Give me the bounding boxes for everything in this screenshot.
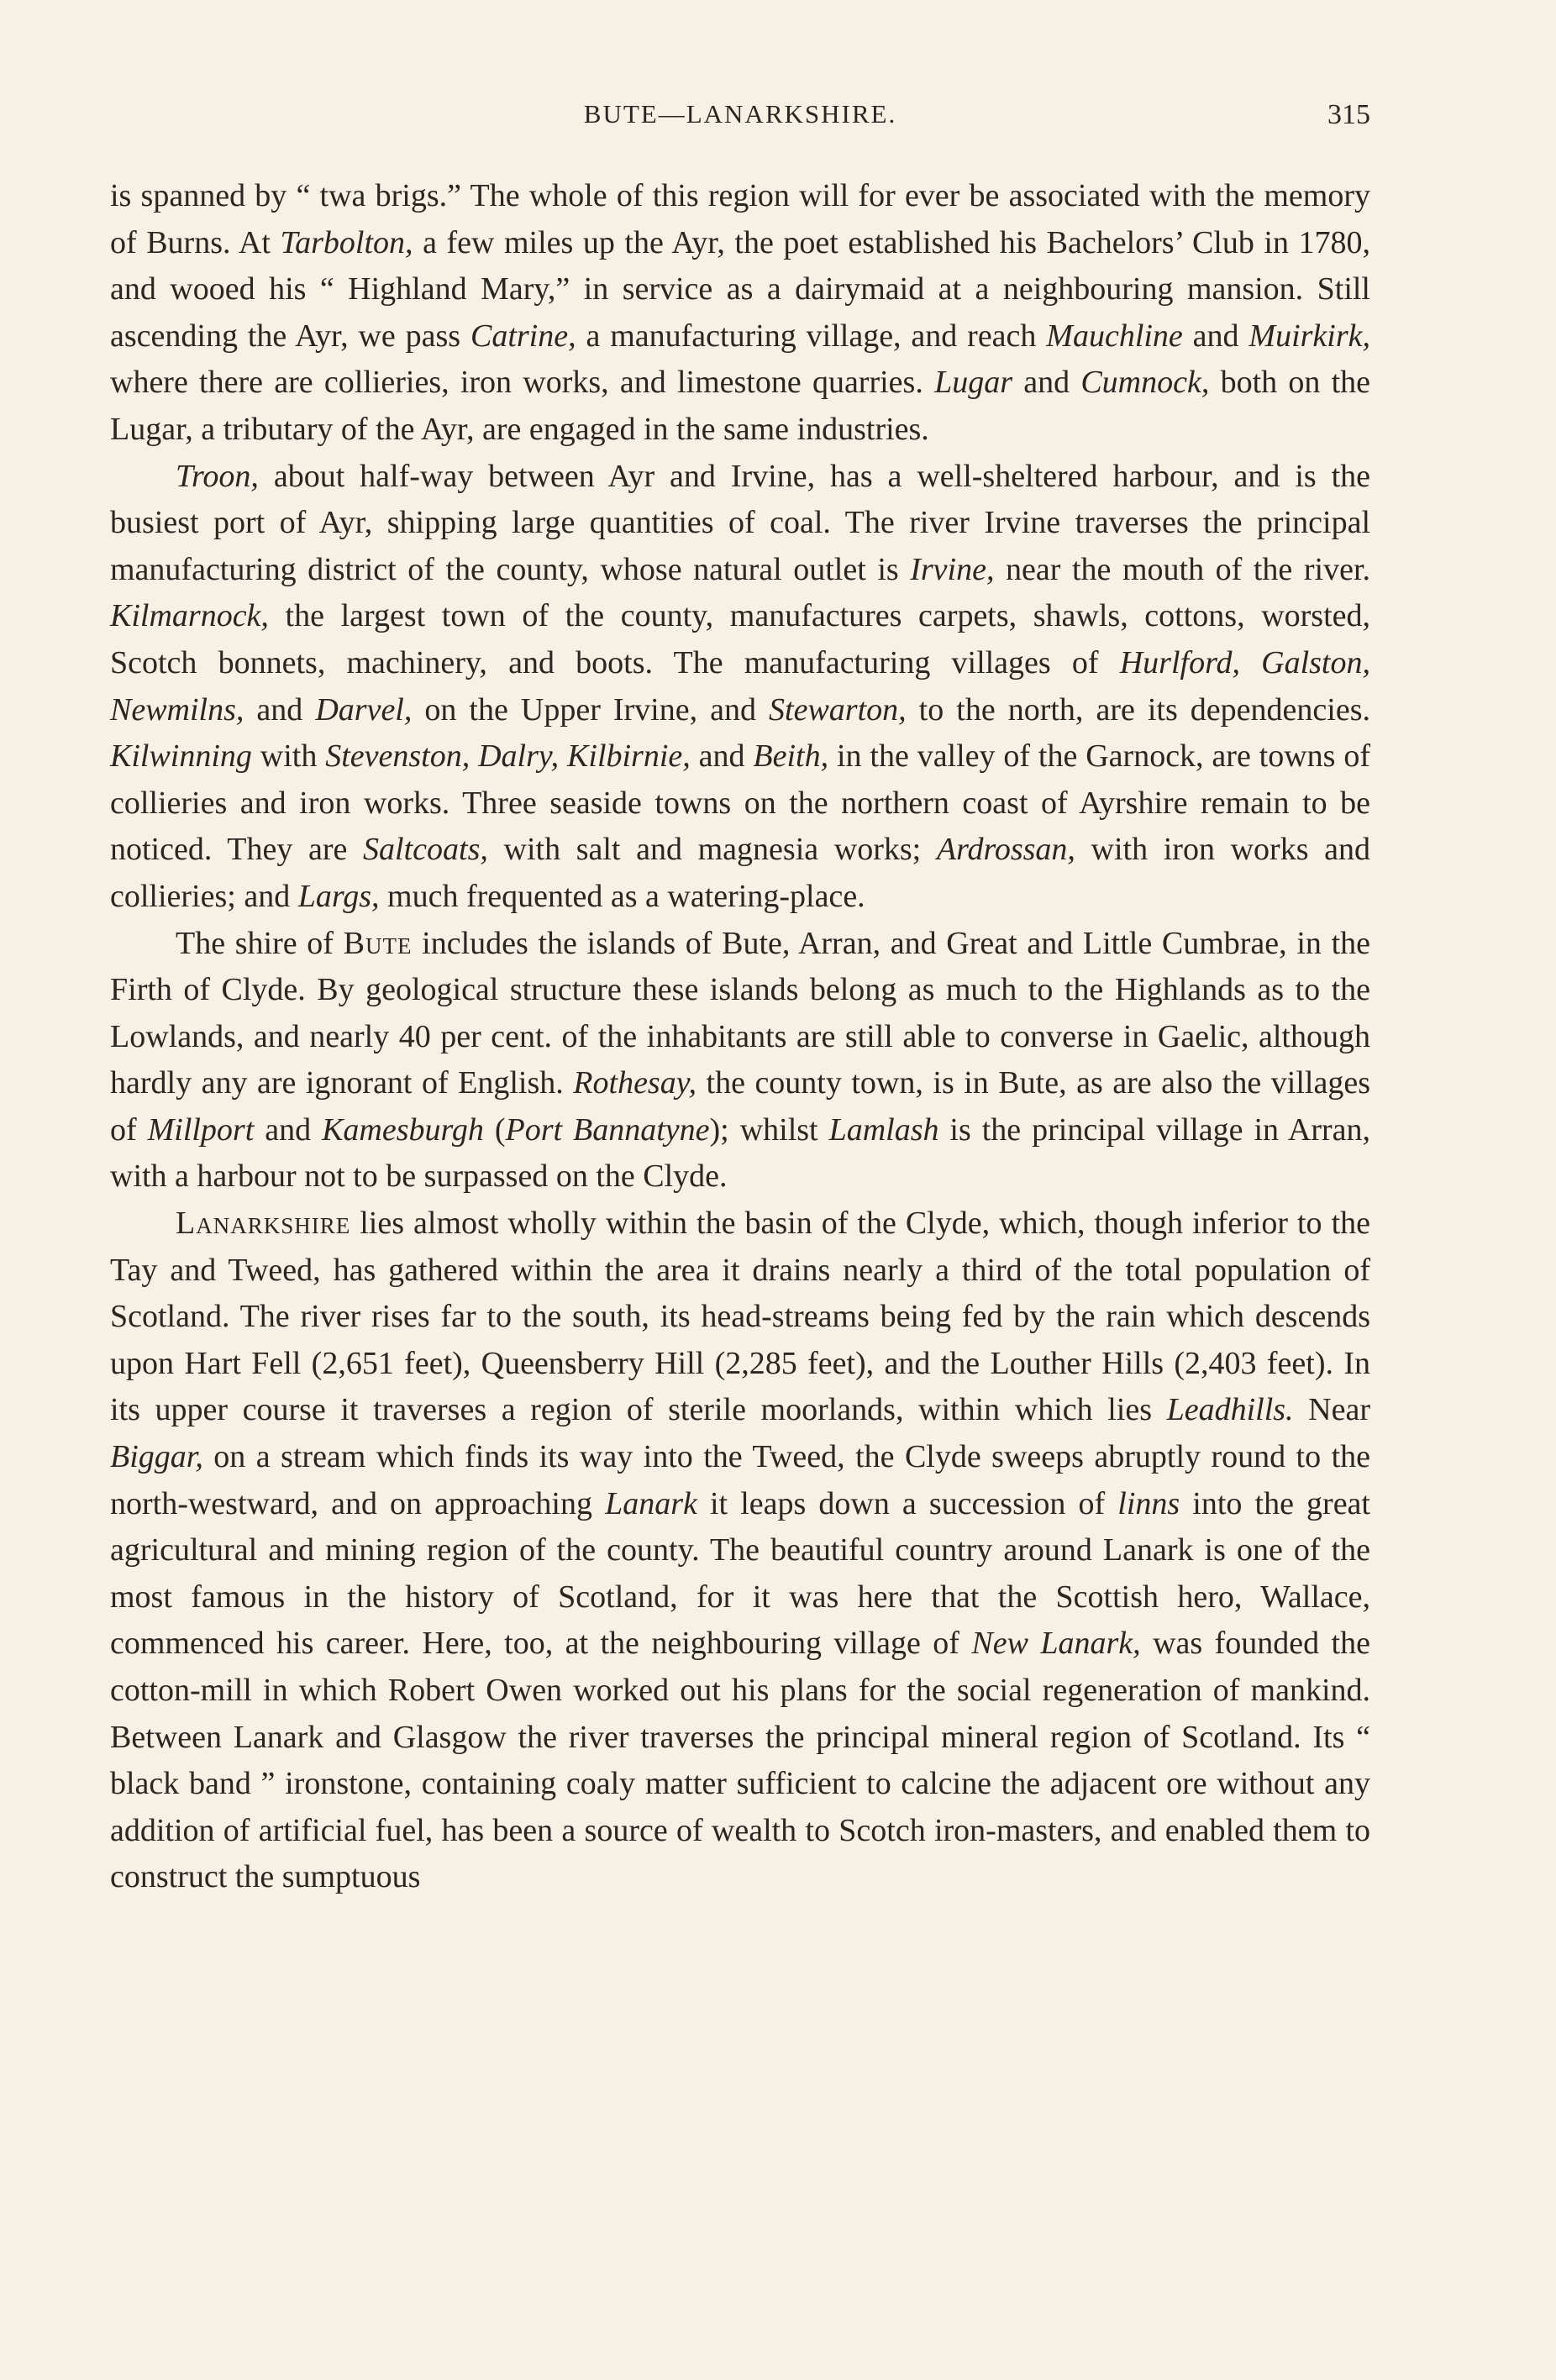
text-run: with salt and magnesia works;	[487, 832, 937, 868]
place-name: Troon,	[176, 458, 259, 494]
place-name: Saltcoats,	[363, 832, 488, 868]
place-name: Largs,	[297, 878, 380, 914]
place-name: Hurlford, Galston, Newmilns,	[110, 644, 1370, 728]
place-name: New Lanark,	[971, 1626, 1141, 1662]
place-name: linns	[1117, 1485, 1180, 1521]
county-name: Lanarkshire	[176, 1206, 351, 1242]
text-run: the largest town of the county, manufactures carpets, shawls, cottons, worsted, Scotch bonnets, machinery, and boots. The manufacturing villages of	[110, 598, 1370, 680]
running-title: BUTE—LANARKSHIRE.	[583, 99, 897, 129]
text-run: on a stream which finds its way into the Tweed, the Clyde sweeps abruptly round to the north-westward, and on approaching	[110, 1439, 1370, 1521]
text-run: in the valley of the Garnock, are towns of collieries and iron works. Three seaside towns on the northern coast of Ayrshire remain to be noticed. They are	[110, 738, 1370, 868]
place-name: Stewarton,	[769, 691, 907, 728]
page-header	[110, 94, 1370, 136]
place-name: Port Bannatyne	[505, 1111, 710, 1148]
text-run: is spanned by “ twa brigs.” The whole of this region will for ever be associated with the memory of Burns. At	[110, 178, 1370, 260]
text-run: lies almost wholly within the basin of the Clyde, which, though inferior to the Tay and Tweed, has gathered within the area it drains nearly a third of the total population of Scotland. The river rises far to the south, its head-streams being fed by the rain which descends upon Hart Fell (2,651 feet), Queensberry Hill (2,285 feet), and the Louther Hills (2,403 feet). In its upper course it traverses a region of sterile moorlands, within which lies	[110, 1206, 1370, 1428]
text-run: the county town, is in Bute, as are also the villages of	[110, 1065, 1370, 1148]
paragraph	[110, 921, 1370, 1201]
text-run: and	[1012, 365, 1081, 401]
text-run: a manufacturing village, and reach	[576, 318, 1047, 354]
paragraph	[110, 1201, 1370, 1901]
text-run: and	[244, 691, 316, 728]
place-name: Kamesburgh	[322, 1111, 484, 1148]
text-run: with	[251, 738, 326, 775]
place-name: Millport	[147, 1111, 255, 1148]
page-body	[110, 173, 1370, 1901]
place-name: Kilwinning	[110, 738, 252, 775]
text-run: was founded the cotton-mill in which Robert Owen worked out his plans for the social regeneration of mankind. Between Lanark and Glasgow the river traverses the principal mineral region of Scotland. Its “ black band ” ironstone, containing coaly matter sufficient to calcine the adjacent ore without any addition of artificial fuel, has been a source of wealth to Scotch iron-masters, and enabled them to construct the sumptuous	[110, 1626, 1370, 1895]
place-name: Leadhills.	[1166, 1392, 1294, 1428]
place-name: Lanark	[605, 1485, 697, 1521]
place-name: Stevenston, Dalry, Kilbirnie,	[325, 738, 691, 775]
text-run: includes the islands of Bute, Arran, and Great and Little Cumbrae, in the Firth of Clyde. By geological structure these islands belong as much to the Highlands as to the Lowlands, and nearly 40 per cent. of the inhabitants are still able to converse in Gaelic, although hardly any are ignorant of English.	[110, 925, 1370, 1101]
text-run: much frequented as a watering-place.	[379, 878, 865, 914]
page-number: 315	[1327, 99, 1370, 130]
text-run: The shire of	[176, 925, 344, 961]
text-run: it leaps down a succession of	[697, 1485, 1118, 1521]
text-run: with iron works and collieries; and	[110, 832, 1370, 914]
paragraph	[110, 454, 1370, 921]
place-name: Rothesay,	[573, 1065, 697, 1101]
text-run: Near	[1293, 1392, 1370, 1428]
place-name: Darvel,	[315, 691, 413, 728]
text-run: into the great agricultural and mining region of the county. The beautiful country around Lanark is one of the most famous in the history of Scotland, for it was here that the Scottish hero, Wallace, commenced his career. Here, too, at the neighbouring village of	[110, 1485, 1370, 1662]
paragraph	[110, 173, 1370, 454]
place-name: Mauchline	[1046, 318, 1183, 354]
place-name: Irvine,	[910, 551, 995, 587]
text-run: on the Upper Irvine, and	[412, 691, 770, 728]
text-run: (	[483, 1111, 506, 1148]
place-name: Tarbolton,	[280, 224, 413, 260]
place-name: Lamlash	[828, 1111, 939, 1148]
county-name: Bute	[343, 925, 413, 961]
text-run: and	[1182, 318, 1249, 354]
text-run: near the mouth of the river.	[994, 551, 1371, 587]
text-run: ); whilst	[709, 1111, 829, 1148]
text-run: where there are collieries, iron works, and limestone quarries.	[110, 365, 935, 401]
text-run: is the principal village in Arran, with a harbour not to be surpassed on the Clyde.	[110, 1111, 1371, 1195]
text-run: both on the Lugar, a tributary of the Ayr, are engaged in the same industries.	[110, 365, 1370, 447]
place-name: Muirkirk,	[1248, 318, 1370, 354]
place-name: Kilmarnock,	[110, 598, 269, 634]
text-run: and	[254, 1111, 323, 1148]
text-run: to the north, are its dependencies.	[906, 691, 1370, 728]
text-run: and	[690, 738, 754, 775]
place-name: Lugar	[934, 365, 1012, 401]
place-name: Cumnock,	[1080, 365, 1210, 401]
place-name: Ardrossan,	[936, 832, 1075, 868]
text-run: a few miles up the Ayr, the poet established his Bachelors’ Club in 1780, and wooed his “ Highland Mary,” in service as a dairymaid at a neighbouring mansion. Still ascending the Ayr, we pass	[110, 224, 1370, 354]
text-run: about half-way between Ayr and Irvine, has a well-sheltered harbour, and is the busiest port of Ayr, shipping large quantities of coal. The river Irvine traverses the principal manufacturing district of the county, whose natural outlet is	[110, 458, 1370, 587]
place-name: Biggar,	[110, 1439, 203, 1475]
place-name: Beith,	[753, 738, 829, 775]
place-name: Catrine,	[470, 318, 576, 354]
